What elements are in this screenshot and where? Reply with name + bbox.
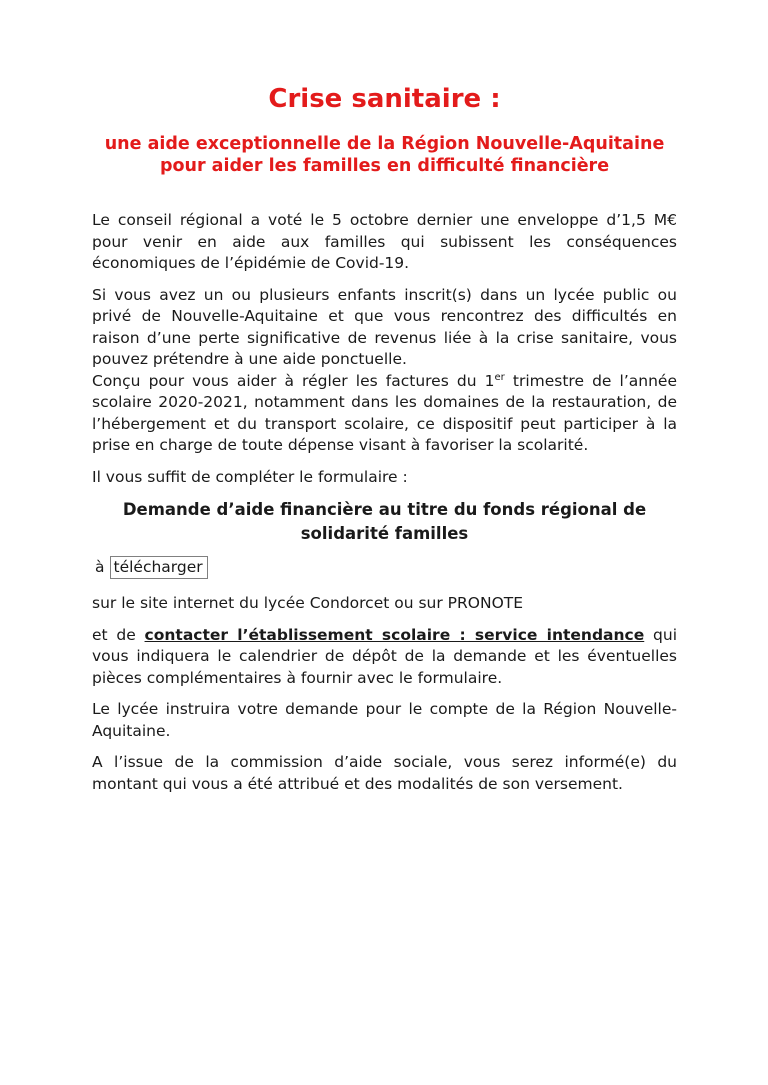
paragraph-formulaire-intro: Il vous suffit de compléter le formulaire : [92, 467, 408, 486]
paragraph-contacter-suffix: qui vous indiquera le calendrier de dépôt de la demande et les éventuelles pièces complémentaires à fournir avec le formulaire. [92, 625, 677, 687]
contacter-intendance-emphasis: contacter l’établissement scolaire : service intendance [144, 625, 645, 644]
paragraph-dispositif-text-end: trimestre de l’année scolaire 2020-2021, notamment dans les domaines de la restauration, de l’hébergement et du transport scolaire, ce dispositif peut participer à la prise en charge de toute dépense visant à favoriser la scolarité. [92, 371, 677, 454]
paragraph-dispositif [92, 371, 677, 457]
document-subtitle: une aide exceptionnelle de la Région Nouvelle-Aquitaine pour aider les familles en difficulté financière [104, 134, 665, 176]
download-link[interactable]: télécharger [110, 556, 208, 579]
document-title: Crise sanitaire : [268, 84, 501, 114]
paragraph-contacter-prefix: et de [92, 625, 145, 644]
ordinal-superscript: er [494, 371, 505, 383]
download-line [92, 556, 677, 579]
paragraph-instruction-lycee: Le lycée instruira votre demande pour le compte de la Région Nouvelle-Aquitaine. [92, 700, 677, 740]
paragraph-contacter-etablissement [92, 625, 677, 690]
paragraph-enveloppe: Le conseil régional a voté le 5 octobre dernier une enveloppe d’1,5 M€ pour venir en aide aux familles qui subissent les conséquences économiques de l’épidémie de Covid-19. [92, 211, 677, 272]
paragraph-site-internet: sur le site internet du lycée Condorcet ou sur PRONOTE [92, 594, 524, 612]
paragraph-eligibilite: Si vous avez un ou plusieurs enfants inscrit(s) dans un lycée public ou privé de Nouvelle-Aquitaine et que vous rencontrez des difficultés en raison d’une perte significative de revenus liée à la crise sanitaire, vous pouvez prétendre à une aide ponctuelle. [92, 285, 677, 368]
download-prefix: à [95, 558, 105, 576]
paragraph-dispositif-text-start: Conçu pour vous aider à régler les factures du 1 [92, 371, 495, 390]
form-title: Demande d’aide financière au titre du fonds régional de solidarité familles [122, 500, 647, 543]
paragraph-commission-aide: A l’issue de la commission d’aide sociale, vous serez informé(e) du montant qui vous a été attribué et des modalités de son versement. [92, 753, 677, 793]
